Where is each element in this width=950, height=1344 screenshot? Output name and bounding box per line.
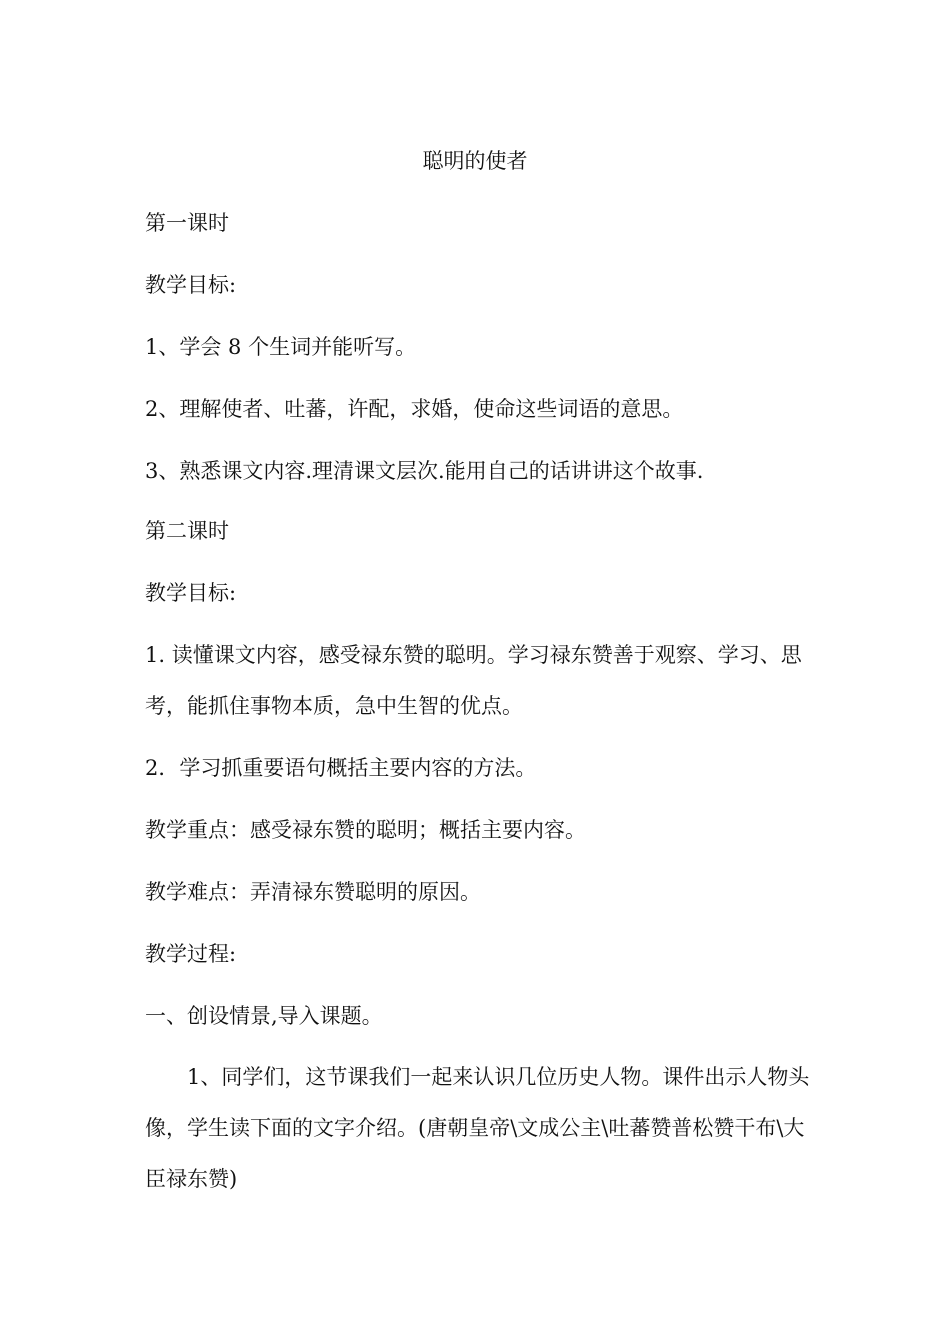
teaching-process-heading: 教学过程: [145, 942, 237, 966]
lesson-two-heading: 第二课时 [145, 519, 229, 543]
lesson-one-heading: 第一课时 [145, 211, 229, 235]
objective-1-2: 2、理解使者、吐蕃，许配，求婚，使命这些词语的意思。 [145, 397, 684, 421]
objectives-heading-1: 教学目标: [145, 273, 237, 297]
document-title: 聪明的使者 [422, 149, 528, 173]
objective-2-1: 1. 读懂课文内容，感受禄东赞的聪明。学习禄东赞善于观察、学习、思考，能抓住事物本质，急中生智的优点。 [145, 643, 802, 718]
section-one-heading: 一、创设情景,导入课题。 [145, 1004, 383, 1028]
objective-2-2: 2．学习抓重要语句概括主要内容的方法。 [145, 756, 537, 780]
objectives-heading-2: 教学目标: [145, 581, 237, 605]
objective-1-1: 1、学会 8 个生词并能听写。 [145, 335, 417, 359]
section-one-paragraph: 1、同学们，这节课我们一起来认识几位历史人物。课件出示人物头像，学生读下面的文字介绍。(唐朝皇帝\文成公主\吐蕃赞普松赞干布\大臣禄东赞) [145, 1065, 810, 1191]
objective-1-3: 3、熟悉课文内容.理清课文层次.能用自己的话讲讲这个故事. [145, 459, 704, 483]
teaching-focus: 教学重点：感受禄东赞的聪明；概括主要内容。 [145, 818, 586, 842]
teaching-difficulty: 教学难点：弄清禄东赞聪明的原因。 [145, 880, 481, 904]
